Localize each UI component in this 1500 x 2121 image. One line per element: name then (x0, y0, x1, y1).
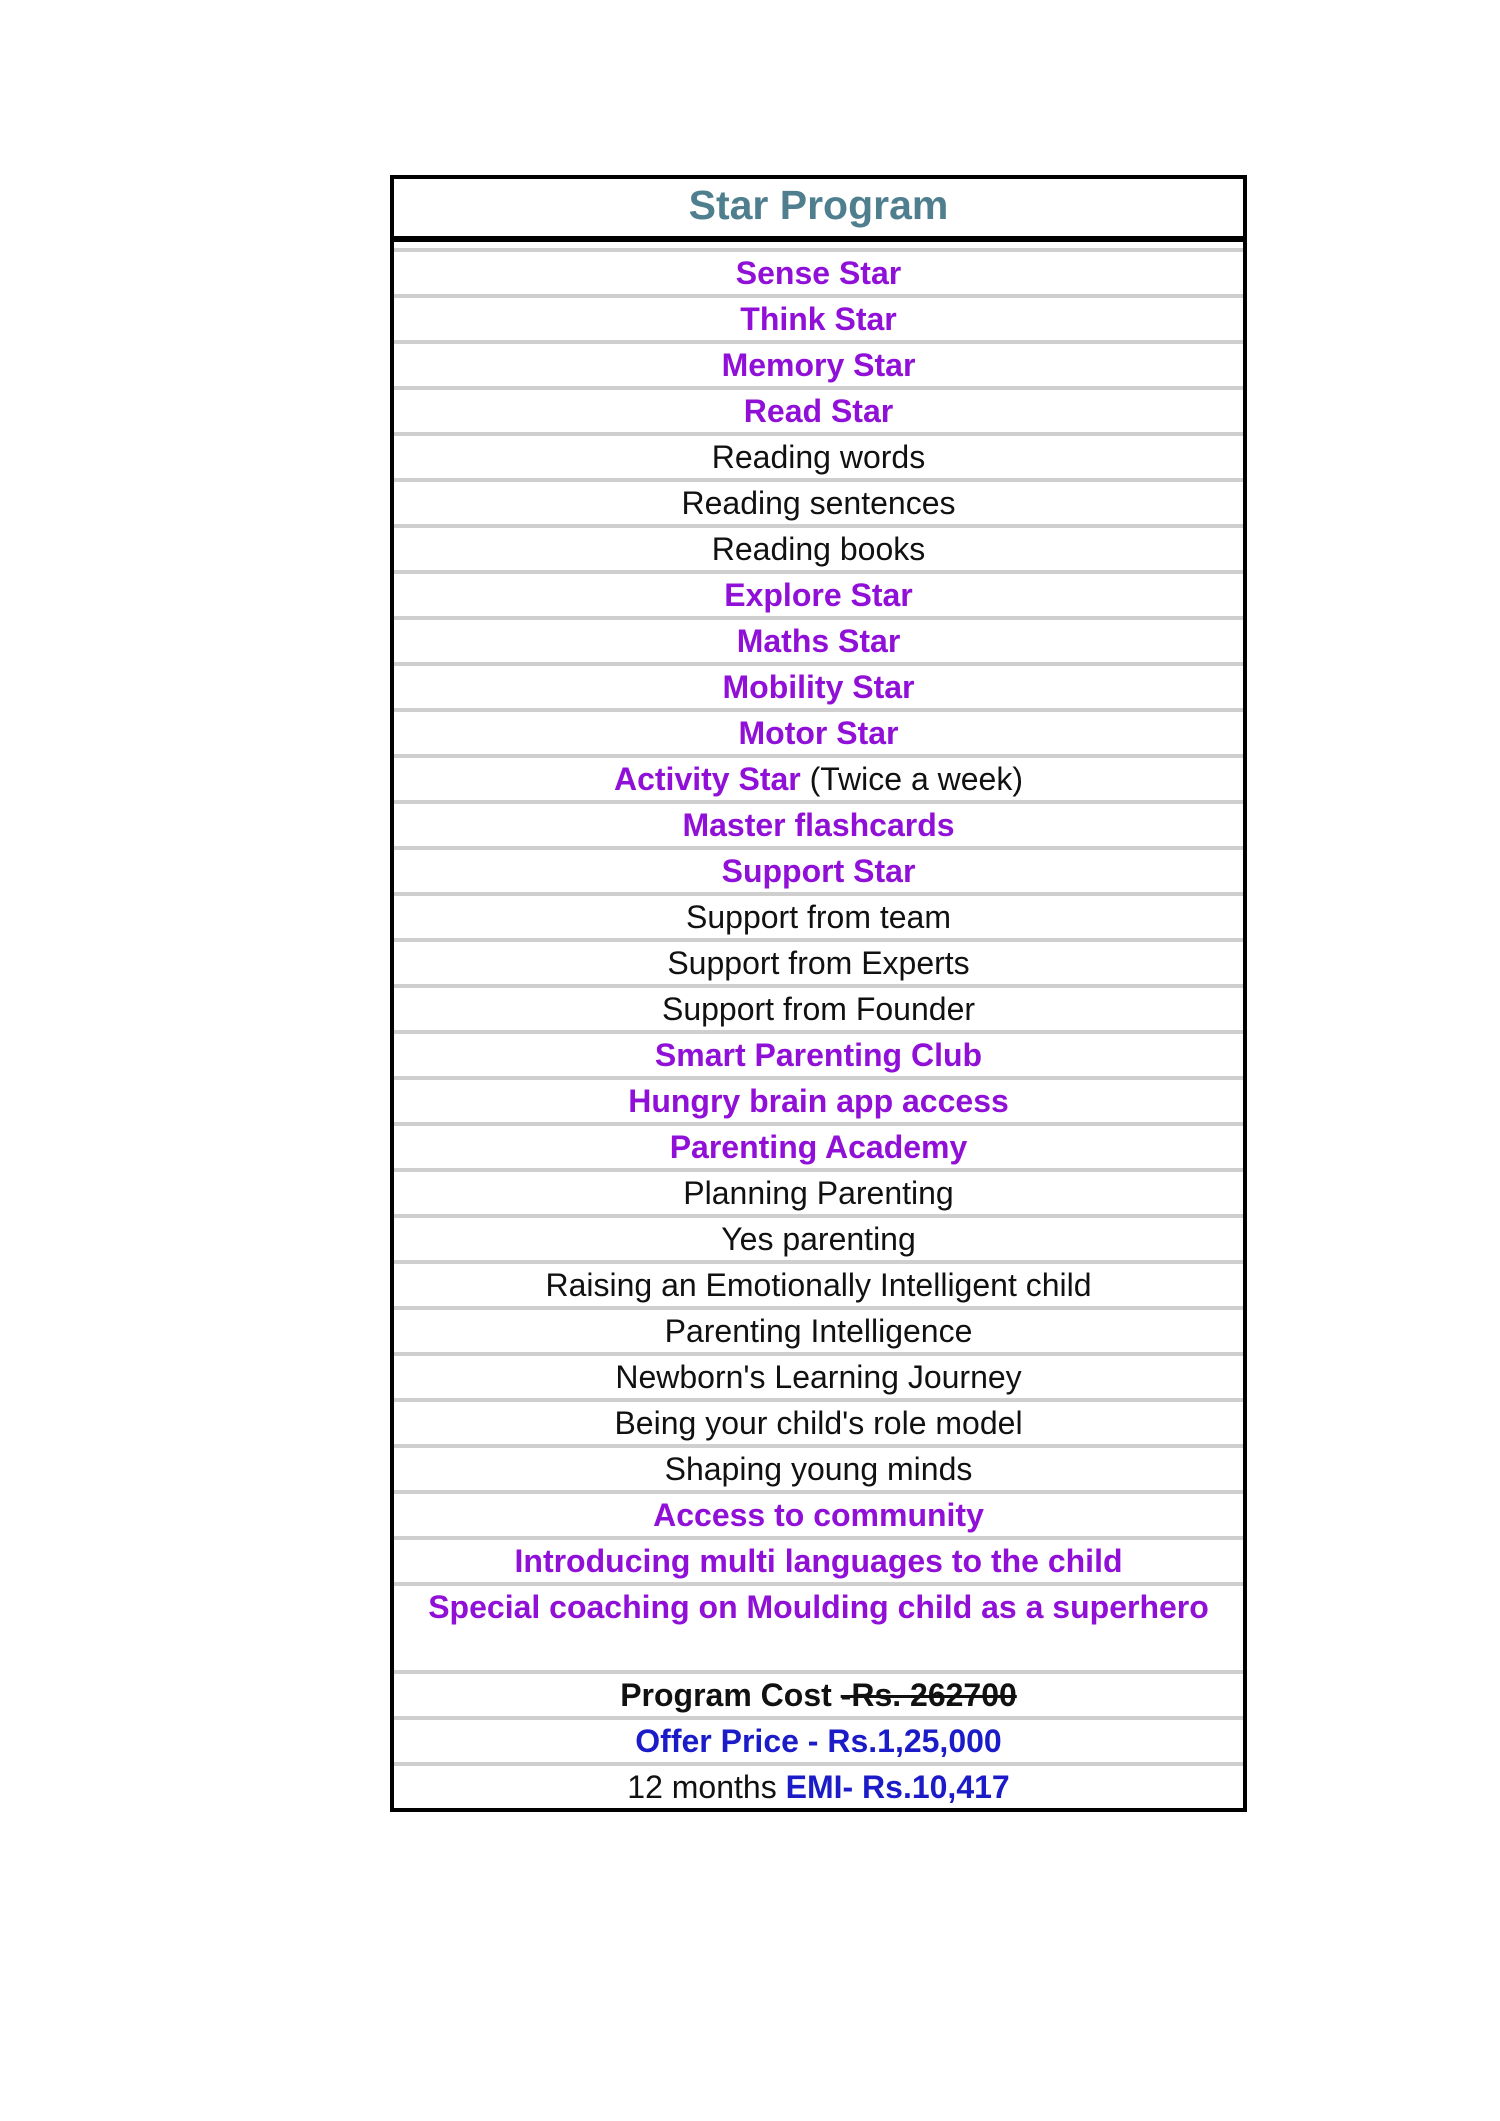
program-item-row (394, 1076, 1243, 1122)
program-item-row (394, 1444, 1243, 1490)
program-item-label: Reading books (711, 531, 926, 567)
program-item-label: Reading sentences (681, 485, 956, 521)
program-item-row (394, 386, 1243, 432)
program-item-label: Yes parenting (721, 1221, 916, 1257)
program-item-row (394, 1398, 1243, 1444)
program-item-label: Maths Star (736, 623, 901, 659)
program-item-row (394, 1352, 1243, 1398)
program-item-label: Newborn's Learning Journey (615, 1359, 1022, 1395)
program-item-label: Raising an Emotionally Intelligent child (545, 1267, 1092, 1303)
program-cost-row (394, 1670, 1243, 1716)
program-item-row (394, 524, 1243, 570)
program-item-row (394, 248, 1243, 294)
program-item-note: (Twice a week) (800, 761, 1023, 797)
offer-price-row (394, 1716, 1243, 1762)
program-cost-original-price: -Rs. 262700 (840, 1677, 1017, 1713)
program-item-row (394, 1030, 1243, 1076)
program-item-row (394, 662, 1243, 708)
program-item-label: Explore Star (724, 577, 913, 613)
program-item-label: Support from team (686, 899, 951, 935)
program-item-label: Mobility Star (722, 669, 915, 705)
program-item-row (394, 616, 1243, 662)
program-item-label: Support Star (721, 853, 916, 889)
program-item-row (394, 1214, 1243, 1260)
offer-price: Offer Price - Rs.1,25,000 (635, 1723, 1002, 1759)
program-item-label: Master flashcards (682, 807, 955, 843)
program-item-label: Introducing multi languages to the child (514, 1543, 1123, 1579)
emi-amount: EMI- Rs.10,417 (785, 1769, 1010, 1805)
program-item-row (394, 754, 1243, 800)
program-item-label: Hungry brain app access (628, 1083, 1009, 1119)
program-item-label: Access to community (653, 1497, 984, 1533)
program-item-label: Shaping young minds (664, 1451, 973, 1487)
program-item-row (394, 432, 1243, 478)
program-item-label: Support from Founder (661, 991, 976, 1027)
program-item-label: Support from Experts (667, 945, 970, 981)
program-item-row (394, 1122, 1243, 1168)
program-item-label: Parenting Intelligence (664, 1313, 973, 1349)
emi-duration: 12 months (627, 1769, 786, 1805)
program-item-row (394, 1306, 1243, 1352)
program-item-row (394, 1582, 1243, 1670)
program-item-label: Parenting Academy (669, 1129, 968, 1165)
program-item-row (394, 800, 1243, 846)
program-item-label: Being your child's role model (614, 1405, 1023, 1441)
program-item-label: Think Star (740, 301, 897, 337)
program-item-label: Special coaching on Moulding child as a superhero (428, 1589, 1209, 1625)
program-item-row (394, 846, 1243, 892)
star-program-table (390, 175, 1247, 1812)
program-items-list (394, 248, 1243, 1670)
program-item-label: Activity Star (613, 761, 801, 797)
program-item-row (394, 892, 1243, 938)
program-item-row (394, 938, 1243, 984)
program-item-row (394, 478, 1243, 524)
program-item-label: Smart Parenting Club (654, 1037, 983, 1073)
program-item-label: Read Star (743, 393, 894, 429)
program-item-label: Reading words (711, 439, 926, 475)
table-title: Star Program (394, 179, 1243, 242)
emi-row (394, 1762, 1243, 1808)
program-cost-label: Program Cost (620, 1677, 841, 1713)
program-item-label: Motor Star (738, 715, 899, 751)
program-item-row (394, 984, 1243, 1030)
program-item-row (394, 1536, 1243, 1582)
program-item-row (394, 570, 1243, 616)
program-item-row (394, 1260, 1243, 1306)
program-item-row (394, 340, 1243, 386)
program-item-row (394, 294, 1243, 340)
program-item-row (394, 1490, 1243, 1536)
program-item-label: Planning Parenting (683, 1175, 954, 1211)
program-item-label: Sense Star (735, 255, 902, 291)
program-item-row (394, 1168, 1243, 1214)
program-item-row (394, 708, 1243, 754)
program-item-label: Memory Star (721, 347, 916, 383)
